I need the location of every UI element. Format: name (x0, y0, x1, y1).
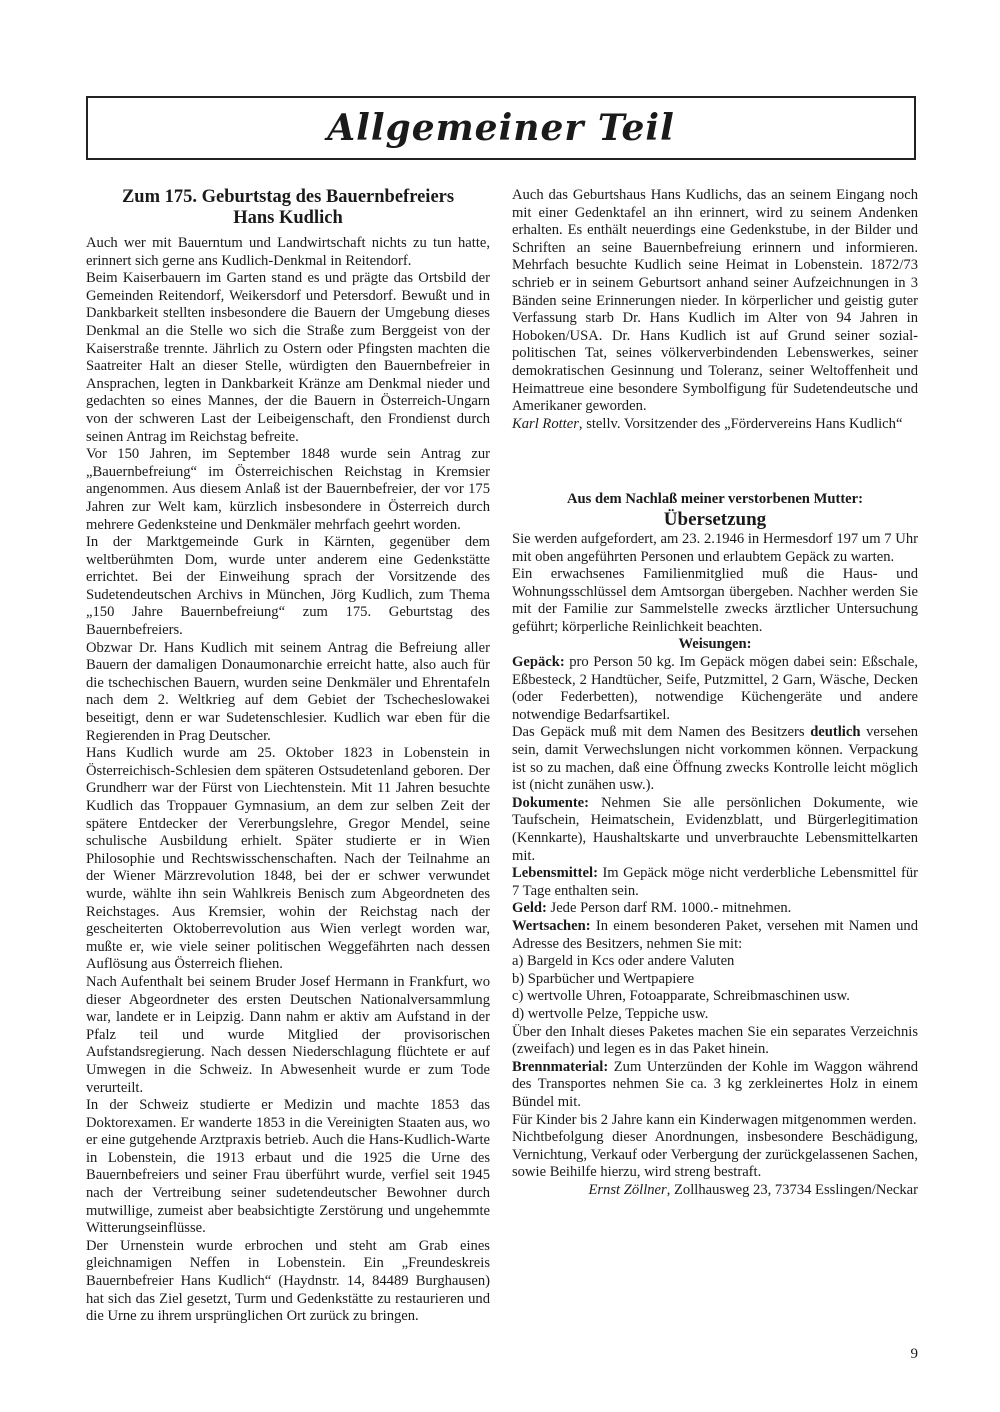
text-lebensmittel: Im Gepäck möge nicht verderbliche Lebensmittel für 7 Tage enthalten sein. (512, 865, 918, 899)
paragraph: Hans Kudlich wurde am 25. Oktober 1823 in Lobenstein in Österreichisch-Schlesien dem späteren Ostsudetenland geboren. Der Grundherr war der Fürst von Liechtenstein. Mit 11 Jahren besuchte Kudlich das Troppauer Gymnasium, an dem zur selben Zeit der spätere Entdecker der Vererbungslehre, Gregor Mendel, seine schulische Ausbildung erhielt. Später studierte er in Wien Philosophie und Rechtswisschenschaften. Nach der Teilnahme an der Wiener Märzrevolution 1848, bei der er schwer verwundet wurde, wählte ihn sein Wahlkreis Benisch zum Abgeordneten des Reichstages. Aus Kremsier, wohin der Reichstag nach der gescheiterten Oktoberrevolution aus Wien verlegt worden war, mußte er, wie viele seiner politischen Weggefährten nach dessen Auflösung aus Österreich fliehen. (86, 745, 490, 973)
label-dokumente: Dokumente: (512, 794, 590, 811)
text-brennmaterial: Zum Unterzünden der Kohle im Waggon während des Transportes nehmen Sie ca. 3 kg zerkleinertes Holz in einem Bündel mit. (512, 1058, 918, 1110)
section-kicker: Aus dem Nachlaß meiner verstorbenen Mutter: (566, 491, 863, 508)
list-item: b) Sparbücher und Wertpapiere (512, 970, 695, 987)
sub-heading: Weisungen: (678, 636, 752, 653)
text-gepaeck: pro Person 50 kg. Im Gepäck mögen dabei sein: Eßschale, Eßbesteck, 2 Handtücher, Seife, Putzmittel, 2 Garn, Wäsche, Decken (oder Federbetten), notwendige Küchengeräte und andere notwendige Bedarfsartikel. (512, 654, 918, 723)
paragraph: Der Urnenstein wurde erbrochen und steht am Grab eines gleichnamigen Neffen in Lobenstein. Ein „Freundeskreis Bauernbefreier Hans Kudlich“ (Haydnstr. 14, 84489 Burghausen) hat sich das Ziel gesetzt, Turm und Gedenkstätte zu restaurieren und die Urne zu ihrem ursprünglichen Ort zurück zu bringen. (86, 1237, 490, 1325)
name-paragraph (512, 724, 918, 794)
paragraph: In der Marktgemeinde Gurk in Kärnten, gegenüber dem weltberühmten Dom, wurde unter anderem eine Gedenkstätte errichtet. Bei der Einweihung sprach der Vorsitzende des Sudetendeutschen Archivs in München, Jörg Kudlich, zum Thema „150 Jahre Bauernbefreiung“ zum 175. Geburtstag des Bauernbefreiers. (86, 534, 490, 639)
paragraph: Auch wer mit Bauerntum und Landwirtschaft nichts zu tun hatte, erinnert sich gerne ans Kudlich-Denkmal in Reitendorf. (86, 235, 490, 269)
paragraph: Auch das Geburtshaus Hans Kudlichs, das an seinem Eingang noch mit einer Gedenktafel an ihn erinnert, wird zu seinem Andenken erhalten. Es enthält neuerdings eine Gedenkstube, in der Bilder und Schriften an seine Bauernbefreiung erinnern und informieren. Mehrfach besuchte Kudlich seine Heimat in Lobenstein. 1872/73 schrieb er in seinem Geburtsort anhand seiner Aufzeichnungen in 3 Bänden seine Erinnerungen nieder. In körperlicher und geistig guter Verfassung starb Dr. Hans Kudlich im Alter von 94 Jahren in Hoboken/USA. Dr. Hans Kudlich ist auf Grund seiner sozial-politischen Tat, seines völkerverbindenden Lebenswerkes, seiner demokratischen Gesinnung und Toleranz, seiner Weltoffenheit und Heimattreue eine besondere Symbolfigung für Sudetendeutsche und Amerikaner geworden. (512, 187, 918, 415)
list-item: d) wertvolle Pelze, Teppiche usw. (512, 1005, 709, 1022)
label-brennmaterial: Brennmaterial: (512, 1058, 609, 1075)
geld-paragraph (512, 900, 918, 918)
paragraph: Beim Kaiserbauern im Garten stand es und prägte das Ortsbild der Gemeinden Reitendorf, Weikersdorf und Petersdorf. Bewußt und in Dankbarkeit stellten insbesondere die Bauern der Umgebung dieses Denkmal an die Stelle wo sich die Straße zum Berggeist von der Kaiserstraße trennte. Jährlich zu Ostern oder Pfingsten machten die Saatreiter Halt an dieser Stelle, würdigten den Bauernbefreier in Ansprachen, legten in Dankbarkeit Kränze am Denkmal nieder und gedachten so eines Mannes, der die Bauern in Österreich-Ungarn von der schweren Last der Leibeigenschaft, den Frondienst durch seinen Antrag im Reichstag befreite. (86, 270, 490, 445)
paragraph: Ein erwachsenes Familienmitglied muß die Haus- und Wohnungsschlüssel dem Amtsorgan übergeben. Nachher werden Sie mit der Familie zur Sammelstelle zwecks ärztlicher Untersuchung geführt; körperliche Reinlichkeit beachten. (512, 566, 918, 635)
text-geld: Jede Person darf RM. 1000.- mitnehmen. (546, 900, 792, 917)
label-gepaeck: Gepäck: (512, 654, 565, 671)
text-name-pre: Das Gepäck muß mit dem Namen des Besitzers (512, 724, 811, 741)
article-title (86, 187, 490, 229)
closing-text: , Zollhausweg 23, 73734 Esslingen/Neckar (666, 1181, 918, 1198)
section-title: Übersetzung (663, 508, 767, 530)
label-wertsachen: Wertsachen: (512, 917, 591, 934)
closing-signature (512, 1182, 918, 1200)
paragraph: Sie werden aufgefordert, am 23. 2.1946 in Hermesdorf 197 um 7 Uhr mit oben angeführten Personen und erlaubtem Gepäck zu warten. (512, 530, 918, 565)
text-wertsachen: In einem besonderen Paket, versehen mit Namen und Adresse des Besitzers, nehmen Sie mit: (512, 917, 918, 952)
paragraph: In der Schweiz studierte er Medizin und machte 1853 das Doktorexamen. Er wanderte 1853 in die Vereinigten Staaten aus, wo er eine gutgehende Arztpraxis betrieb. Auch die Hans-Kudlich-Warte in Lobenstein, die 1913 erbaut und die 1925 die Urne des Bauernbefreiers und seiner Frau überführt wurde, verfiel seit 1945 nach der Vertreibung seiner sudetendeutscher Bewohner durch mutwillige, zumeist aber beabsichtigte Zerstörung und ungehemmte Witterungseinflüsse. (86, 1097, 490, 1237)
text-name-post: versehen sein, damit Verwechslungen nicht vorkommen können. Verpackung ist so zu machen, daß eine Öffnung zwecks Kontrolle leicht möglich ist (nicht zunähen usw.). (512, 724, 918, 794)
signature-text: , stellv. Vorsitzender des „Fördervereins Hans Kudlich“ (578, 415, 903, 432)
left-column (86, 187, 490, 1326)
paragraph: Obzwar Dr. Hans Kudlich mit seinem Antrag die Befreiung aller Bauern der damaligen Donaumonarchie erreicht hatte, also auch für die tschechischen Bauern, wurden seine Denkmäler und Ehrentafeln nach dem 2. Weltkrieg auf dem Gebiet der Tschecheslowakei beseitigt, denn er war Sudetenschlesier. Kudlich war eben für die Regierenden in Prag Deutscher. (86, 639, 490, 744)
article-title-line2: Hans Kudlich (233, 208, 343, 228)
wertsachen-paragraph (512, 918, 918, 953)
list-item: c) wertvolle Uhren, Fotoapparate, Schreibmaschinen usw. (512, 988, 850, 1005)
label-geld: Geld: (512, 900, 547, 917)
paragraph: Über den Inhalt dieses Paketes machen Sie ein separates Verzeichnis (zweifach) und legen es in das Paket hinein. (512, 1023, 918, 1058)
gepaeck-paragraph (512, 654, 918, 724)
dokumente-paragraph (512, 795, 918, 865)
label-lebensmittel: Lebensmittel: (512, 865, 598, 882)
lebensmittel-paragraph (512, 865, 918, 900)
section-banner (86, 96, 916, 160)
signature-name: Karl Rotter (512, 415, 579, 432)
closing-name: Ernst Zöllner (588, 1181, 667, 1198)
article-signature (512, 416, 918, 434)
paragraph: Für Kinder bis 2 Jahre kann ein Kinderwagen mitgenommen werden. (512, 1111, 917, 1128)
brennmaterial-paragraph (512, 1059, 918, 1112)
article-title-line1: Zum 175. Geburtstag des Bauernbefreiers (121, 187, 455, 207)
paragraph: Nach Aufenthalt bei seinem Bruder Josef Hermann in Frankfurt, wo dieser Abgeordneter des ersten Deutschen Nationalversammlung war, landete er in Leipzig. Dann nahm er aktiv am Aufstand in der Pfalz teil und wurde Mitglied der provisorischen Aufstandsregierung. Nach dessen Niederschlagung flüchtete er auf Umwegen in die Schweiz. In Abwesenheit wurde er zum Tode verurteilt. (86, 973, 490, 1096)
right-column (512, 187, 918, 1199)
page-number: 9 (910, 1346, 918, 1362)
paragraph: Vor 150 Jahren, im September 1848 wurde sein Antrag zur „Bauernbefreiung“ im Österreichischen Reichstag in Kremsier angenommen. Aus diesem Anlaß ist der Bauernbefreier, der vor 175 Jahren zur Welt kam, kürzlich insbesondere in Österreich durch mehrere Gedenksteine und Denkmäler mehrfach geehrt worden. (86, 446, 490, 533)
list-item: a) Bargeld in Kcs oder andere Valuten (512, 953, 735, 970)
banner-title: Allgemeiner Teil (327, 107, 675, 149)
wertsachen-list (512, 953, 918, 1023)
text-name-bold: deutlich (810, 724, 861, 741)
paragraph: Nichtbefolgung dieser Anordnungen, insbesondere Beschädigung, Vernichtung, Verkauf oder Verbergung der zurückgelassenen Sachen, sowie Beihilfe hierzu, wird streng bestraft. (512, 1129, 918, 1181)
text-dokumente: Nehmen Sie alle persönlichen Dokumente, wie Taufschein, Heimatschein, Evidenzblatt, und Bürgerlegitimation (Kennkarte), Haushaltskarte und unverbrauchte Lebensmittelkarten mit. (512, 794, 918, 864)
